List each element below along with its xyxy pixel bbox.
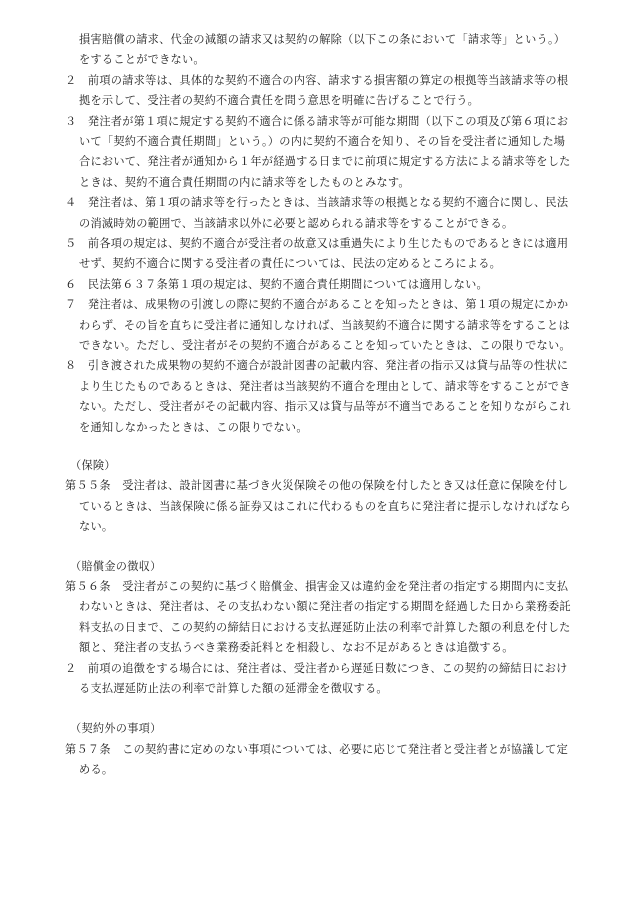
- paragraph-line: ない。: [79, 520, 114, 534]
- paragraph-line: いて「契約不適合責任期間」という。）の内に契約不適合を知り、その旨を受注者に通知した場: [79, 135, 566, 148]
- paragraph-line: ときは、契約不適合責任期間の内に請求等をしたものとみなす。: [79, 175, 410, 189]
- paragraph-line: る支払遅延防止法の利率で計算した額の延滞金を徴収する。: [79, 682, 388, 695]
- paragraph-line: わないときは、発注者は、その支払わない額に発注者の指定する期間を経過した日から業務委託: [79, 600, 571, 614]
- paragraph-line: ５ 前各項の規定は、契約不適合が受注者の故意又は重過失により生じたものであるときには適用: [65, 237, 569, 250]
- paragraph-line: より生じたものであるときは、発注者は当該契約不適合を理由として、請求等をすることができ: [79, 379, 571, 393]
- paragraph-line: ない。ただし、受注者がその記載内容、指示又は貸与品等が不適当であることを知りながらこれ: [79, 400, 571, 414]
- paragraph-line: を通知しなかったときは、この限りでない。: [79, 420, 308, 434]
- paragraph-line: ７ 発注者は、成果物の引渡しの際に契約不適合があることを知ったときは、第１項の規定にかか: [65, 298, 569, 312]
- paragraph-line: できない。ただし、受注者がその契約不適合があることを知っていたときは、この限りでない。: [79, 339, 571, 352]
- article-caption: （賠償金の徴収）: [70, 559, 162, 573]
- paragraph-line: をすることができない。: [79, 53, 205, 67]
- paragraph-line: ているときは、当該保険に係る証券又はこれに代わるものを直ちに発注者に提示しなければなら: [79, 499, 571, 513]
- paragraph-line: 第５６条 受注者がこの契約に基づく賠償金、損害金又は違約金を発注者の指定する期間内に支払: [65, 580, 569, 593]
- paragraph-line: の消滅時効の範囲で、当該請求以外に必要と認められる請求等をすることができる。: [79, 216, 514, 230]
- paragraph-line: 第５５条 受注者は、設計図書に基づき火災保険その他の保険を付したとき又は任意に保険を付し: [65, 479, 569, 493]
- paragraph-line: ２ 前項の請求等は、具体的な契約不適合の内容、請求する損害額の算定の根拠等当該請求等の根: [65, 73, 569, 87]
- paragraph-line: ３ 発注者が第１項に規定する契約不適合に係る請求等が可能な期間（以下この項及び第６項にお: [65, 114, 569, 128]
- paragraph-line: ６ 民法第６３７条第１項の規定は、契約不適合責任期間については適用しない。: [65, 277, 488, 291]
- paragraph-line: 拠を示して、受注者の契約不適合責任を問う意思を明確に告げることで行う。: [79, 94, 480, 108]
- paragraph-line: 第５７条 この契約書に定めのない事項については、必要に応じて発注者と受注者とが協議して定: [65, 742, 569, 756]
- paragraph-line: 額と、発注者の支払うべき業務委託料とを相殺し、なお不足があるときは追徴する。: [79, 641, 514, 655]
- paragraph-line: める。: [79, 763, 114, 777]
- paragraph-line: ２ 前項の追徴をする場合には、発注者は、受注者から遅延日数につき、この契約の締結日におけ: [65, 661, 568, 675]
- article-caption: （契約外の事項）: [70, 722, 162, 736]
- paragraph-line: せず、契約不適合に関する受注者の責任については、民法の定めるところによる。: [79, 257, 502, 271]
- paragraph-line: 合において、発注者が通知から１年が経過する日までに前項に規定する方法による請求等をした: [79, 155, 571, 169]
- article-caption: （保険）: [70, 459, 116, 472]
- paragraph-line: ４ 発注者は、第１項の請求等を行ったときは、当該請求等の根拠となる契約不適合に関し、民法: [65, 196, 569, 210]
- paragraph-line: ８ 引き渡された成果物の契約不適合が設計図書の記載内容、発注者の指示又は貸与品等の性状に: [65, 359, 569, 373]
- paragraph-line: 損害賠償の請求、代金の減額の請求又は契約の解除（以下この条において「請求等」という。）: [79, 33, 566, 46]
- paragraph-line: わらず、その旨を直ちに受注者に通知しなければ、当該契約不適合に関する請求等をすることは: [79, 318, 570, 332]
- paragraph-line: 料支払の日まで、この契約の締結日における支払遅延防止法の利率で計算した額の利息を付した: [79, 620, 571, 634]
